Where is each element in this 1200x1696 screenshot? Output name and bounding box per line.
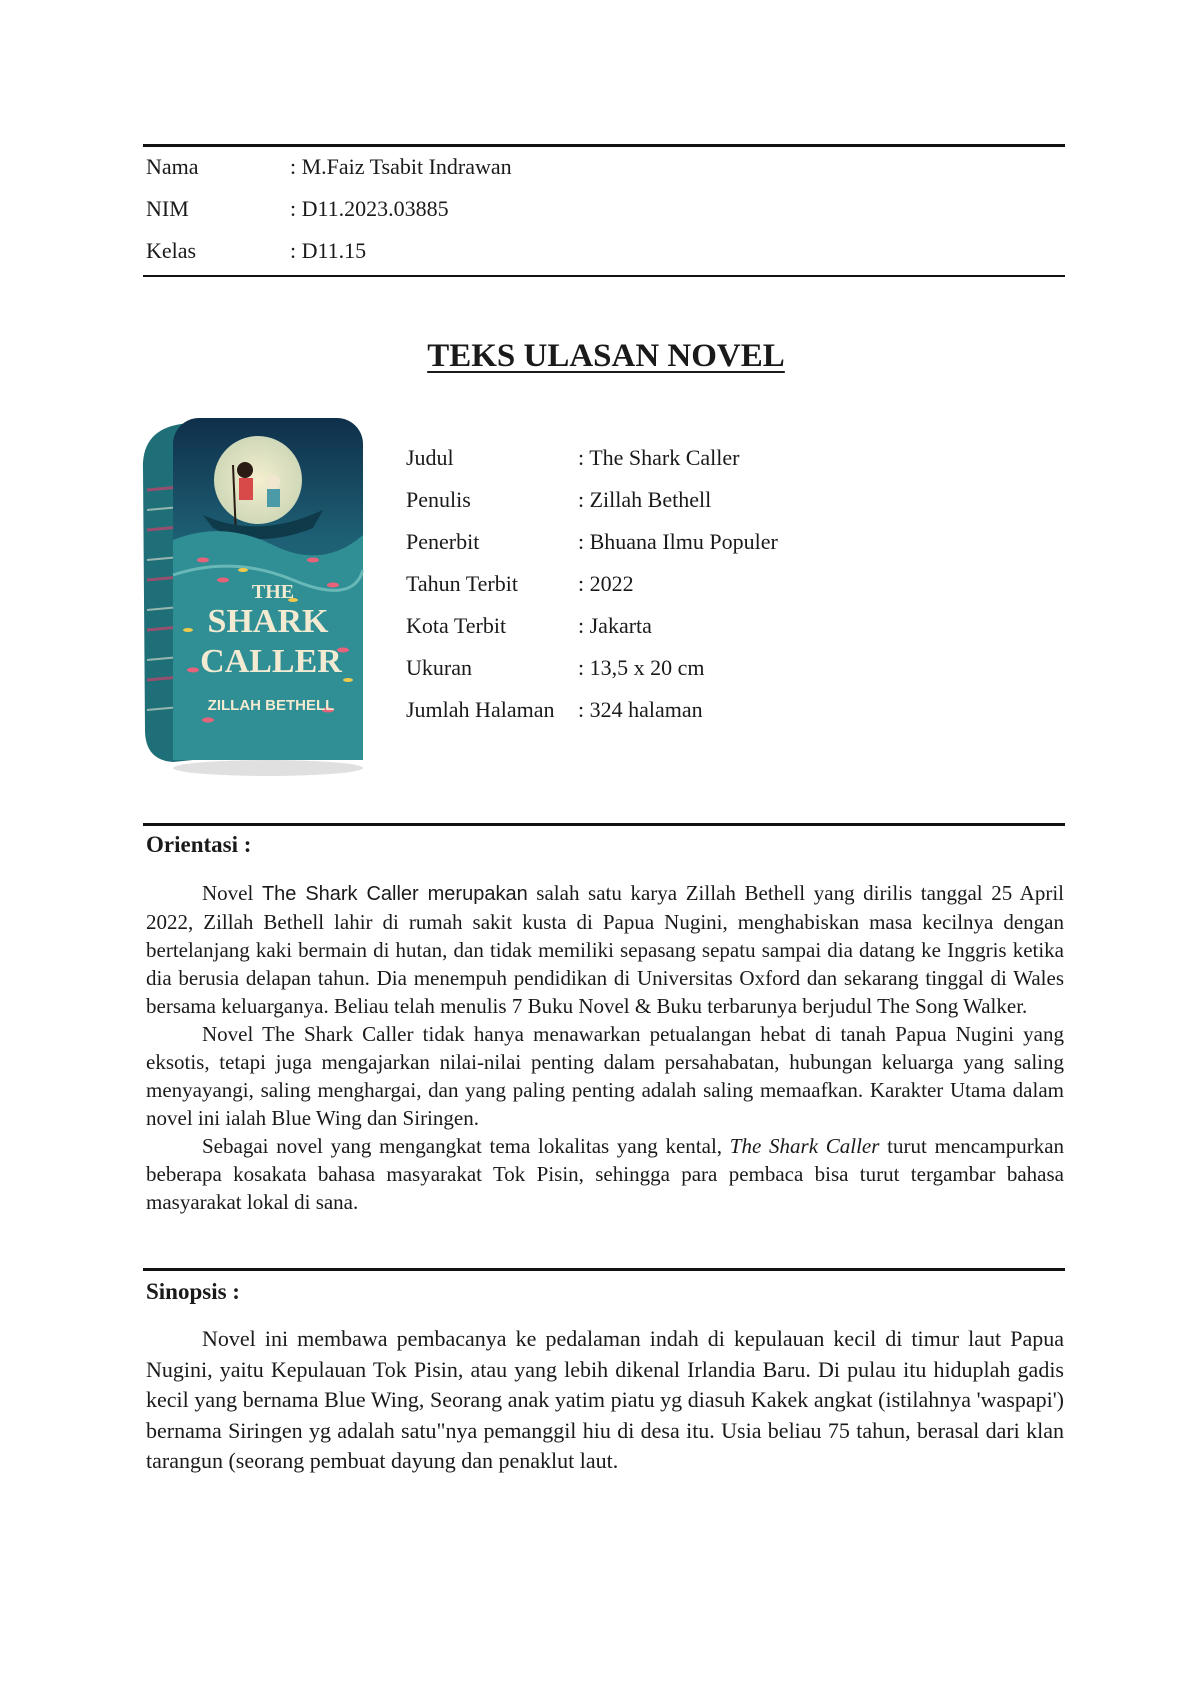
orientasi-p1-prefix: Novel — [202, 881, 262, 905]
sinopsis-rule — [143, 1268, 1065, 1271]
book-value: : 13,5 x 20 cm — [578, 655, 705, 680]
info-label: Kelas — [146, 238, 197, 263]
book-value: : Zillah Bethell — [578, 487, 712, 512]
info-row-kelas — [146, 230, 512, 272]
book-label: Ukuran — [406, 655, 472, 680]
cover-title-line3: CALLER — [200, 643, 342, 680]
orientasi-p1-title: The Shark Caller merupakan — [261, 883, 528, 905]
sinopsis-heading: Sinopsis : — [146, 1279, 240, 1304]
book-label: Jumlah Halaman — [406, 697, 555, 722]
book-value: : The Shark Caller — [578, 445, 740, 470]
book-label: Kota Terbit — [406, 613, 507, 638]
orientasi-paragraph-3 — [146, 1132, 1064, 1216]
orientasi-body — [146, 879, 1064, 1216]
info-row-nama — [146, 146, 512, 188]
book-row-penerbit — [406, 521, 778, 563]
orientasi-rule — [143, 823, 1065, 826]
sinopsis-paragraph-1: Novel ini membawa pembacanya ke pedalaman indah di kepulauan kecil di timur laut Papua Nugini, yaitu Kepulauan Tok Pisin, atau yang lebih dikenal Irlandia Baru. Di pulau itu hiduplah gadis kecil yang bernama Blue Wing, Seorang anak yatim piatu yg diasuh Kakek angkat (istilahnya 'waspapi') bernama Siringen yg adalah satu"nya pemanggil hiu di desa itu. Usia beliau 75 tahun, berasal dari klan tarangun (seorang pembuat dayung dan penaklut laut. — [146, 1326, 1064, 1473]
info-value: : D11.15 — [290, 238, 367, 263]
book-row-penulis — [406, 479, 778, 521]
info-label: NIM — [146, 196, 189, 221]
page-title: TEKS ULASAN NOVEL — [427, 338, 785, 374]
book-label: Tahun Terbit — [406, 571, 518, 596]
cover-title-line2: SHARK — [207, 603, 329, 640]
book-value: : 2022 — [578, 571, 634, 596]
sinopsis-body — [146, 1324, 1064, 1477]
student-info — [146, 146, 512, 272]
orientasi-p1-rest: salah satu karya Zillah Bethell yang dirilis tanggal 25 April 2022, Zillah Bethell lahir di rumah sakit kusta di Papua Nugini, menghabiskan masa kecilnya dengan bertelanjang kaki bermain di hutan, dan tidak memiliki sepasang sepatu sampai dia datang ke Inggris ketika dia berusia delapan tahun. Dia menempuh pendidikan di Universitas Oxford dan sekarang tinggal di Wales bersama keluarganya. Beliau telah menulis 7 Buku Novel & Buku terbarunya berjudul The Song Walker. — [146, 881, 1064, 1018]
orientasi-p3-prefix: Sebagai novel yang mengangkat tema lokalitas yang kental, — [202, 1134, 730, 1158]
book-label: Judul — [406, 445, 454, 470]
book-row-ukuran — [406, 647, 778, 689]
info-value: : D11.2023.03885 — [290, 196, 449, 221]
book-row-tahun — [406, 563, 778, 605]
book-row-judul — [406, 437, 778, 479]
book-row-halaman — [406, 689, 778, 731]
book-value: : Jakarta — [578, 613, 652, 638]
cover-author: ZILLAH BETHELL — [207, 697, 335, 714]
book-label: Penerbit — [406, 529, 480, 554]
orientasi-p3-rest: turut mencampurkan beberapa kosakata bahasa masyarakat Tok Pisin, sehingga para pembaca bisa turut tergambar bahasa masyarakat lokal di sana. — [146, 1134, 1065, 1214]
info-value: : M.Faiz Tsabit Indrawan — [290, 154, 512, 179]
info-row-nim — [146, 188, 512, 230]
book-value: : 324 halaman — [578, 697, 703, 722]
book-row-kota — [406, 605, 778, 647]
cover-title-line1: THE — [251, 581, 295, 603]
book-cover-image — [133, 410, 373, 780]
orientasi-heading: Orientasi : — [146, 832, 252, 857]
book-label: Penulis — [406, 487, 471, 512]
book-details — [406, 437, 778, 731]
header-bottom-rule — [143, 275, 1065, 277]
orientasi-p3-italic: The Shark Caller — [729, 1134, 880, 1158]
book-value: : Bhuana Ilmu Populer — [578, 529, 778, 554]
orientasi-paragraph-1 — [146, 879, 1064, 1020]
orientasi-paragraph-2: Novel The Shark Caller tidak hanya menawarkan petualangan hebat di tanah Papua Nugini yang eksotis, tetapi juga mengajarkan nilai-nilai penting dalam persahabatan, hubungan keluarga yang saling menyayangi, saling menghargai, dan yang paling penting adalah saling memaafkan. Karakter Utama dalam novel ini ialah Blue Wing dan Siringen. — [146, 1022, 1064, 1130]
info-label: Nama — [146, 154, 199, 179]
